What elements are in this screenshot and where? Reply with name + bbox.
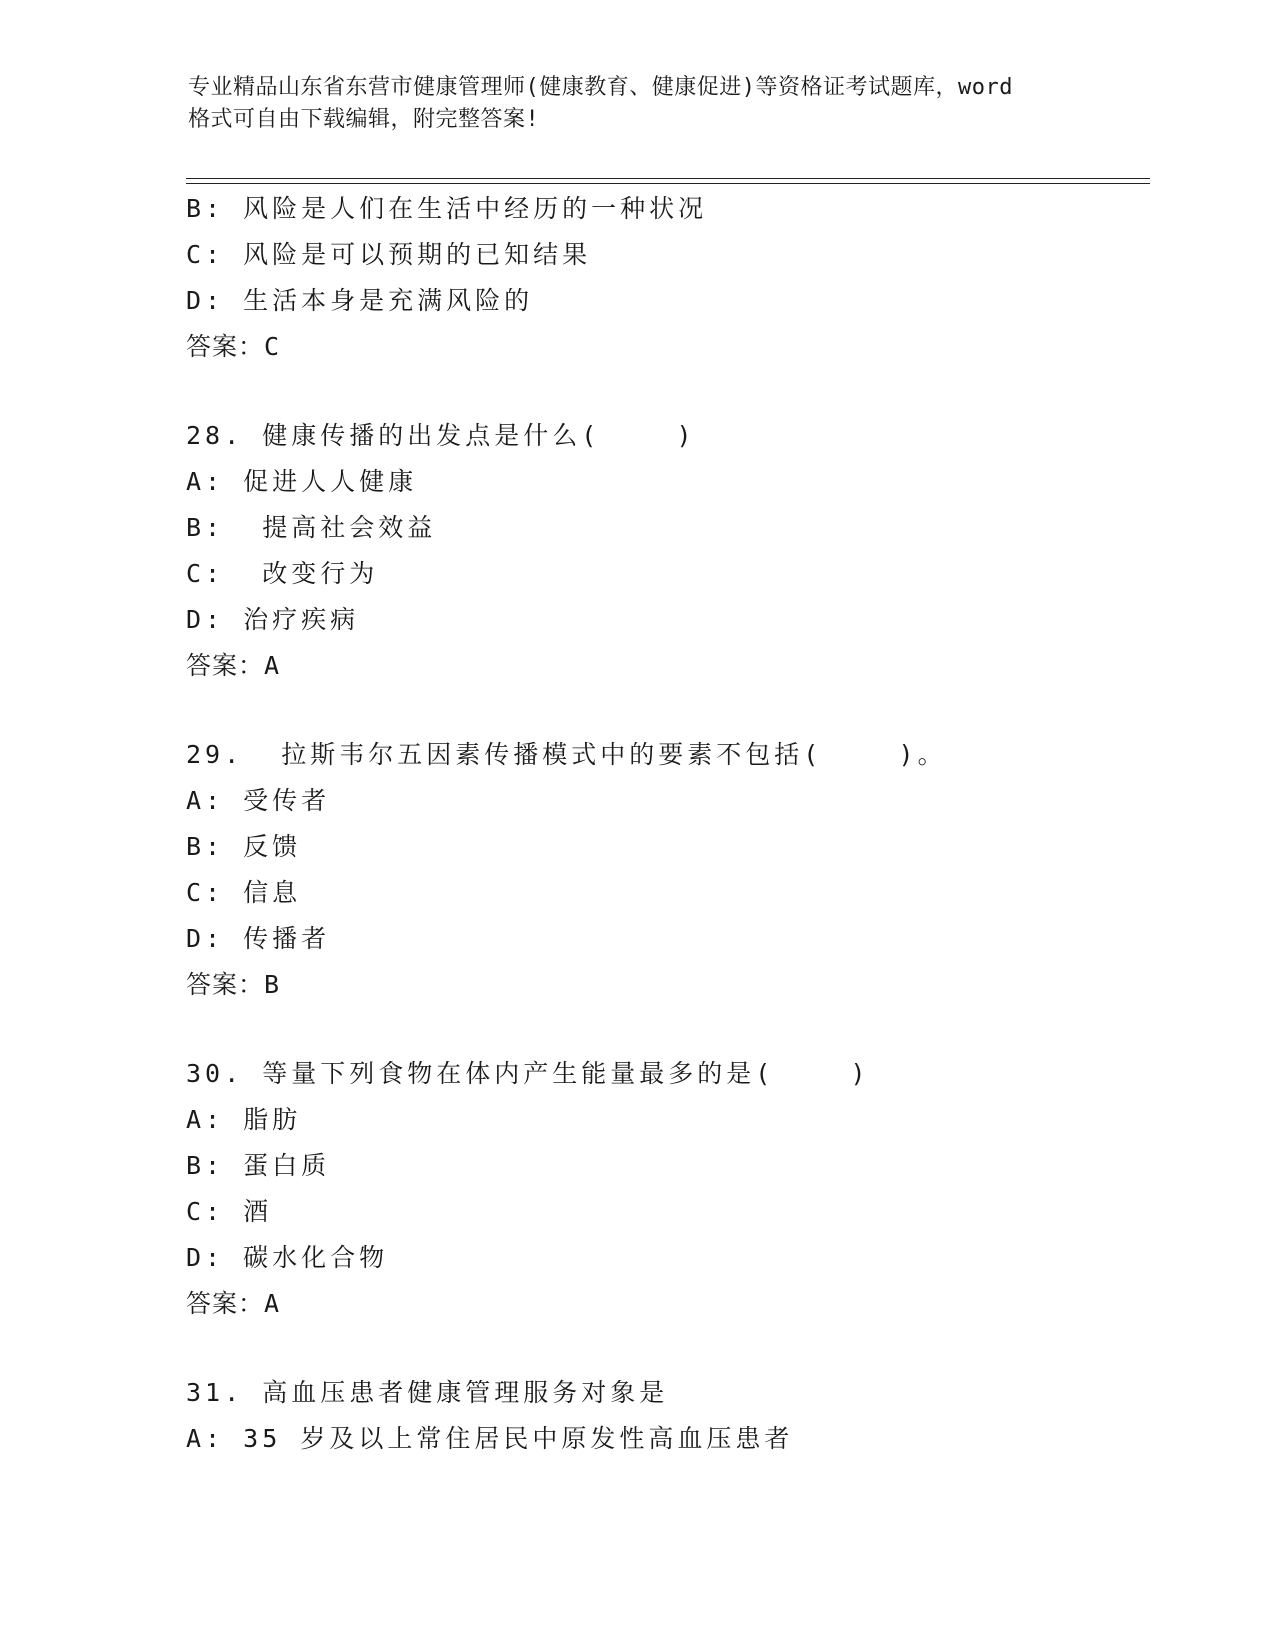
option-a [186,1097,1146,1143]
answer-value: C [264,332,281,361]
option-text: 蛋白质 [243,1151,331,1180]
spacer [186,370,1146,413]
question-block-28 [186,413,1146,689]
option-text: 提高社会效益 [243,513,437,542]
spacer [186,689,1146,732]
option-c [186,1189,1146,1235]
option-label: A: [186,1105,225,1134]
question-list [186,186,1146,1462]
option-d [186,278,1146,324]
answer-line [186,1281,1146,1327]
option-text: 改变行为 [243,559,379,588]
option-text: 风险是人们在生活中经历的一种状况 [243,194,708,223]
option-b [186,824,1146,870]
option-c [186,870,1146,916]
question-stem [186,732,1146,778]
question-stem [186,413,1146,459]
option-label: A: [186,786,225,815]
option-b [186,505,1146,551]
option-text: 生活本身是充满风险的 [243,286,534,315]
option-label: B: [186,1151,225,1180]
option-d [186,597,1146,643]
header-line-1: 专业精品山东省东营市健康管理师(健康教育、健康促进)等资格证考试题库，word [188,75,1013,100]
option-text: 风险是可以预期的已知结果 [243,240,592,269]
question-stem [186,1051,1146,1097]
answer-line [186,962,1146,1008]
question-number: 30. [186,1059,244,1088]
option-a [186,778,1146,824]
option-d [186,916,1146,962]
option-a [186,1416,1146,1462]
question-text: 健康传播的出发点是什么( ) [262,421,696,450]
option-text: 治疗疾病 [243,605,360,634]
option-label: D: [186,605,225,634]
question-stem [186,1370,1146,1416]
answer-line [186,643,1146,689]
option-c [186,232,1146,278]
question-text: 等量下列食物在体内产生能量最多的是( ) [262,1059,870,1088]
question-block-27 [186,186,1146,370]
option-text: 35 岁及以上常住居民中原发性高血压患者 [243,1424,794,1453]
option-text: 促进人人健康 [243,467,418,496]
option-text: 传播者 [243,924,331,953]
option-label: D: [186,924,225,953]
header-line-2: 格式可自由下载编辑，附完整答案! [188,107,540,132]
option-label: A: [186,1424,225,1453]
option-label: D: [186,286,225,315]
option-text: 脂肪 [243,1105,302,1134]
answer-label: 答案： [186,1289,265,1318]
option-label: A: [186,467,225,496]
answer-label: 答案： [186,970,265,999]
option-text: 反馈 [243,832,302,861]
option-text: 碳水化合物 [243,1243,389,1272]
option-d [186,1235,1146,1281]
question-block-31 [186,1370,1146,1462]
question-number: 29. [186,740,244,769]
answer-value: A [264,651,281,680]
option-b [186,186,1146,232]
option-text: 酒 [243,1197,273,1226]
option-label: B: [186,194,225,223]
option-label: D: [186,1243,225,1272]
option-label: C: [186,559,225,588]
answer-label: 答案： [186,332,265,361]
question-text: 高血压患者健康管理服务对象是 [262,1378,669,1407]
option-label: B: [186,832,225,861]
question-number: 31. [186,1378,244,1407]
header-divider-bottom [186,183,1150,184]
option-b [186,1143,1146,1189]
spacer [186,1327,1146,1370]
question-text: 拉斯韦尔五因素传播模式中的要素不包括( )。 [262,740,947,769]
question-block-30 [186,1051,1146,1327]
option-label: C: [186,240,225,269]
document-header [188,72,1088,136]
answer-line [186,324,1146,370]
option-text: 信息 [243,878,302,907]
option-label: B: [186,513,225,542]
option-text: 受传者 [243,786,331,815]
option-a [186,459,1146,505]
answer-value: A [264,1289,281,1318]
answer-label: 答案： [186,651,265,680]
header-divider-top [186,178,1150,179]
option-label: C: [186,1197,225,1226]
spacer [186,1008,1146,1051]
option-label: C: [186,878,225,907]
question-block-29 [186,732,1146,1008]
question-number: 28. [186,421,244,450]
answer-value: B [264,970,281,999]
option-c [186,551,1146,597]
